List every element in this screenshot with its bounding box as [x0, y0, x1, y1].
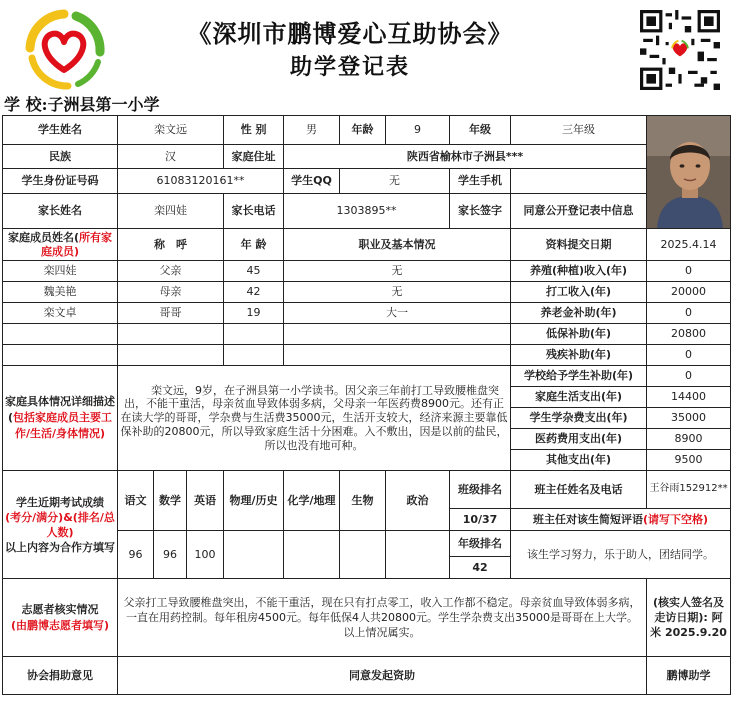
finance-item-value: 8900 [647, 429, 731, 450]
situation-label-c: ) [100, 427, 106, 440]
row-volunteer [3, 579, 731, 657]
finance-item-value: 0 [647, 303, 731, 324]
submit-date: 2025.4.14 [647, 229, 731, 261]
address-value: 陕西省榆林市子洲县*** [284, 144, 647, 168]
member-age-header: 年 龄 [224, 229, 284, 261]
verifier-signature: (核实人签名及走访日期): 阿米 2025.9.20 [647, 579, 731, 657]
exam-label-c: 以上内容为合作方填写 [5, 540, 115, 554]
finance-item-label: 养殖(种植)收入(年) [511, 261, 647, 282]
finance-item-label: 养老金补助(年) [511, 303, 647, 324]
row-parent [3, 193, 731, 228]
member-job: 无 [284, 261, 511, 282]
grade-label: 年级 [450, 116, 511, 145]
finance-item-value: 0 [647, 366, 731, 387]
member-relation: 母亲 [118, 282, 224, 303]
family-member-row [3, 261, 731, 282]
volunteer-notes: 父亲打工导致腰椎盘突出，不能干重活，现在只有打点零工，收入工作都不稳定。母亲贫血导致体弱多病，一直在用药控制。每年租房4500元。每年低保4人共20800元。学生学杂费支出35000是哥哥在上大学。以上情况属实。 [118, 579, 647, 657]
score-value: 96 [154, 531, 187, 579]
job-header: 职业及基本情况 [284, 229, 511, 261]
grade-value: 三年级 [511, 116, 647, 145]
situation-label [3, 366, 118, 471]
finance-item-label: 低保补助(年) [511, 324, 647, 345]
family-member-row-empty [3, 345, 731, 366]
comment-label: 班主任对该生简短评语 [533, 512, 643, 526]
teacher-value: 王谷雨152912** [647, 471, 731, 509]
finance-item-value: 14400 [647, 387, 731, 408]
score-value [224, 531, 284, 579]
score-value [386, 531, 450, 579]
form-header [0, 0, 734, 92]
grade-rank-label: 年级排名 [450, 531, 511, 557]
id-label: 学生身份证号码 [3, 169, 118, 193]
teacher-comment: 该生学习努力，乐于助人，团结同学。 [511, 531, 731, 579]
finance-item-value: 9500 [647, 450, 731, 471]
row-situation [3, 366, 731, 387]
finance-item-value: 0 [647, 345, 731, 366]
id-value: 61083120161** [118, 169, 284, 193]
member-name: 栾四娃 [3, 261, 118, 282]
phone-value [511, 169, 647, 193]
opinion-label: 协会捐助意见 [3, 657, 118, 695]
score-value: 96 [118, 531, 154, 579]
family-member-row [3, 303, 731, 324]
class-rank-value: 10/37 [450, 509, 511, 531]
finance-item-label: 医药费用支出(年) [511, 429, 647, 450]
finance-item-value: 20800 [647, 324, 731, 345]
decision-text: 同意发起资助 [118, 657, 647, 695]
row-decision [3, 657, 731, 695]
parent-phone-label: 家长电话 [224, 193, 284, 228]
finance-item-value: 20000 [647, 282, 731, 303]
subject-header: 生物 [340, 471, 386, 531]
address-label: 家庭住址 [224, 144, 284, 168]
org-name: 鹏博助学 [647, 657, 731, 695]
member-relation: 父亲 [118, 261, 224, 282]
exam-label-b: (考分/满分)&(排名/总人数) [5, 510, 115, 539]
qq-label: 学生QQ [284, 169, 340, 193]
finance-item-label: 学校给予学生补助(年) [511, 366, 647, 387]
finance-item-value: 0 [647, 261, 731, 282]
teacher-label: 班主任姓名及电话 [511, 471, 647, 509]
gender-value: 男 [284, 116, 340, 145]
grade-rank-value: 42 [450, 557, 511, 579]
submit-date-label: 资料提交日期 [511, 229, 647, 261]
volunteer-label [3, 579, 118, 657]
age-label: 年龄 [340, 116, 386, 145]
member-relation: 哥哥 [118, 303, 224, 324]
student-name: 栾文远 [118, 116, 224, 145]
row-ethnicity [3, 144, 731, 168]
subject-header: 语文 [118, 471, 154, 531]
family-member-row [3, 282, 731, 303]
member-job: 无 [284, 282, 511, 303]
row-id [3, 169, 731, 193]
parent-label: 家长姓名 [3, 193, 118, 228]
finance-item-label: 打工收入(年) [511, 282, 647, 303]
family-member-row-empty [3, 324, 731, 345]
member-age: 19 [224, 303, 284, 324]
teacher-comment-label [511, 509, 731, 531]
finance-item-label: 家庭生活支出(年) [511, 387, 647, 408]
subject-header: 数学 [154, 471, 187, 531]
score-value: 100 [187, 531, 224, 579]
ethnicity-value: 汉 [118, 144, 224, 168]
member-name: 栾文卓 [3, 303, 118, 324]
school-name: 学 校:子洲县第一小学 [4, 95, 160, 114]
family-label-b: 所有家庭成员 [40, 230, 113, 258]
subject-header: 英语 [187, 471, 224, 531]
situation-label-a: 家庭具体情况详细描述( [5, 395, 115, 424]
member-age: 45 [224, 261, 284, 282]
score-value [284, 531, 340, 579]
row-family-header [3, 229, 731, 261]
parent-phone: 1303895** [284, 193, 450, 228]
phone-label: 学生手机 [450, 169, 511, 193]
subject-header: 政治 [386, 471, 450, 531]
association-logo-icon [22, 8, 106, 92]
parent-sign-label: 家长签字 [450, 193, 511, 228]
subject-header: 化学/地理 [284, 471, 340, 531]
score-value [340, 531, 386, 579]
class-rank-label: 班级排名 [450, 471, 511, 509]
finance-item-label: 残疾补助(年) [511, 345, 647, 366]
comment-hint: (请写下空格) [643, 512, 709, 526]
family-label-c: ) [73, 244, 80, 258]
finance-item-value: 35000 [647, 408, 731, 429]
subject-header: 物理/历史 [224, 471, 284, 531]
finance-item-label: 其他支出(年) [511, 450, 647, 471]
gender-label: 性 别 [224, 116, 284, 145]
parent-name: 栾四娃 [118, 193, 224, 228]
situation-label-b: 包括家庭成员主要工作/生活/身体情况 [13, 411, 113, 440]
age-value: 9 [386, 116, 450, 145]
row-exam-subjects [3, 471, 731, 509]
family-label-a: 家庭成员姓名( [7, 230, 80, 244]
member-age: 42 [224, 282, 284, 303]
registration-table [2, 115, 731, 695]
row-student-name [3, 116, 731, 145]
relation-header: 称 呼 [118, 229, 224, 261]
member-name: 魏美艳 [3, 282, 118, 303]
member-job: 大一 [284, 303, 511, 324]
consent-text: 同意公开登记表中信息 [511, 193, 647, 228]
situation-description: 栾文远，9岁，在子洲县第一小学读书。因父亲三年前打工导致腰椎盘突出，不能干重活，母亲贫血导致体弱多病，父母亲一年医药费8900元。还有正在读大学的哥哥，学杂费与生活费35000元，生活开支较大，经济来源主要靠低保补助的20800元，所以导致家庭生活十分困难。入不敷出，因是以前的盐民，所以也没有地可种。 [118, 366, 511, 471]
student-photo [647, 116, 731, 228]
exam-label [3, 471, 118, 579]
qr-code-icon [640, 10, 720, 90]
form-subtitle: 助学登记表 [289, 54, 410, 80]
family-members-label [3, 229, 118, 261]
form-title: 《深圳市鹏博爱心互助协会》 [187, 19, 513, 48]
exam-label-a: 学生近期考试成绩 [16, 495, 104, 509]
ethnicity-label: 民族 [3, 144, 118, 168]
volunteer-label-sub: (由鹏博志愿者填写) [10, 618, 110, 632]
volunteer-label-main: 志愿者核实情况 [21, 602, 99, 616]
qq-value: 无 [340, 169, 450, 193]
student-name-label: 学生姓名 [3, 116, 118, 145]
student-photo-cell [647, 116, 731, 229]
finance-item-label: 学生学杂费支出(年) [511, 408, 647, 429]
